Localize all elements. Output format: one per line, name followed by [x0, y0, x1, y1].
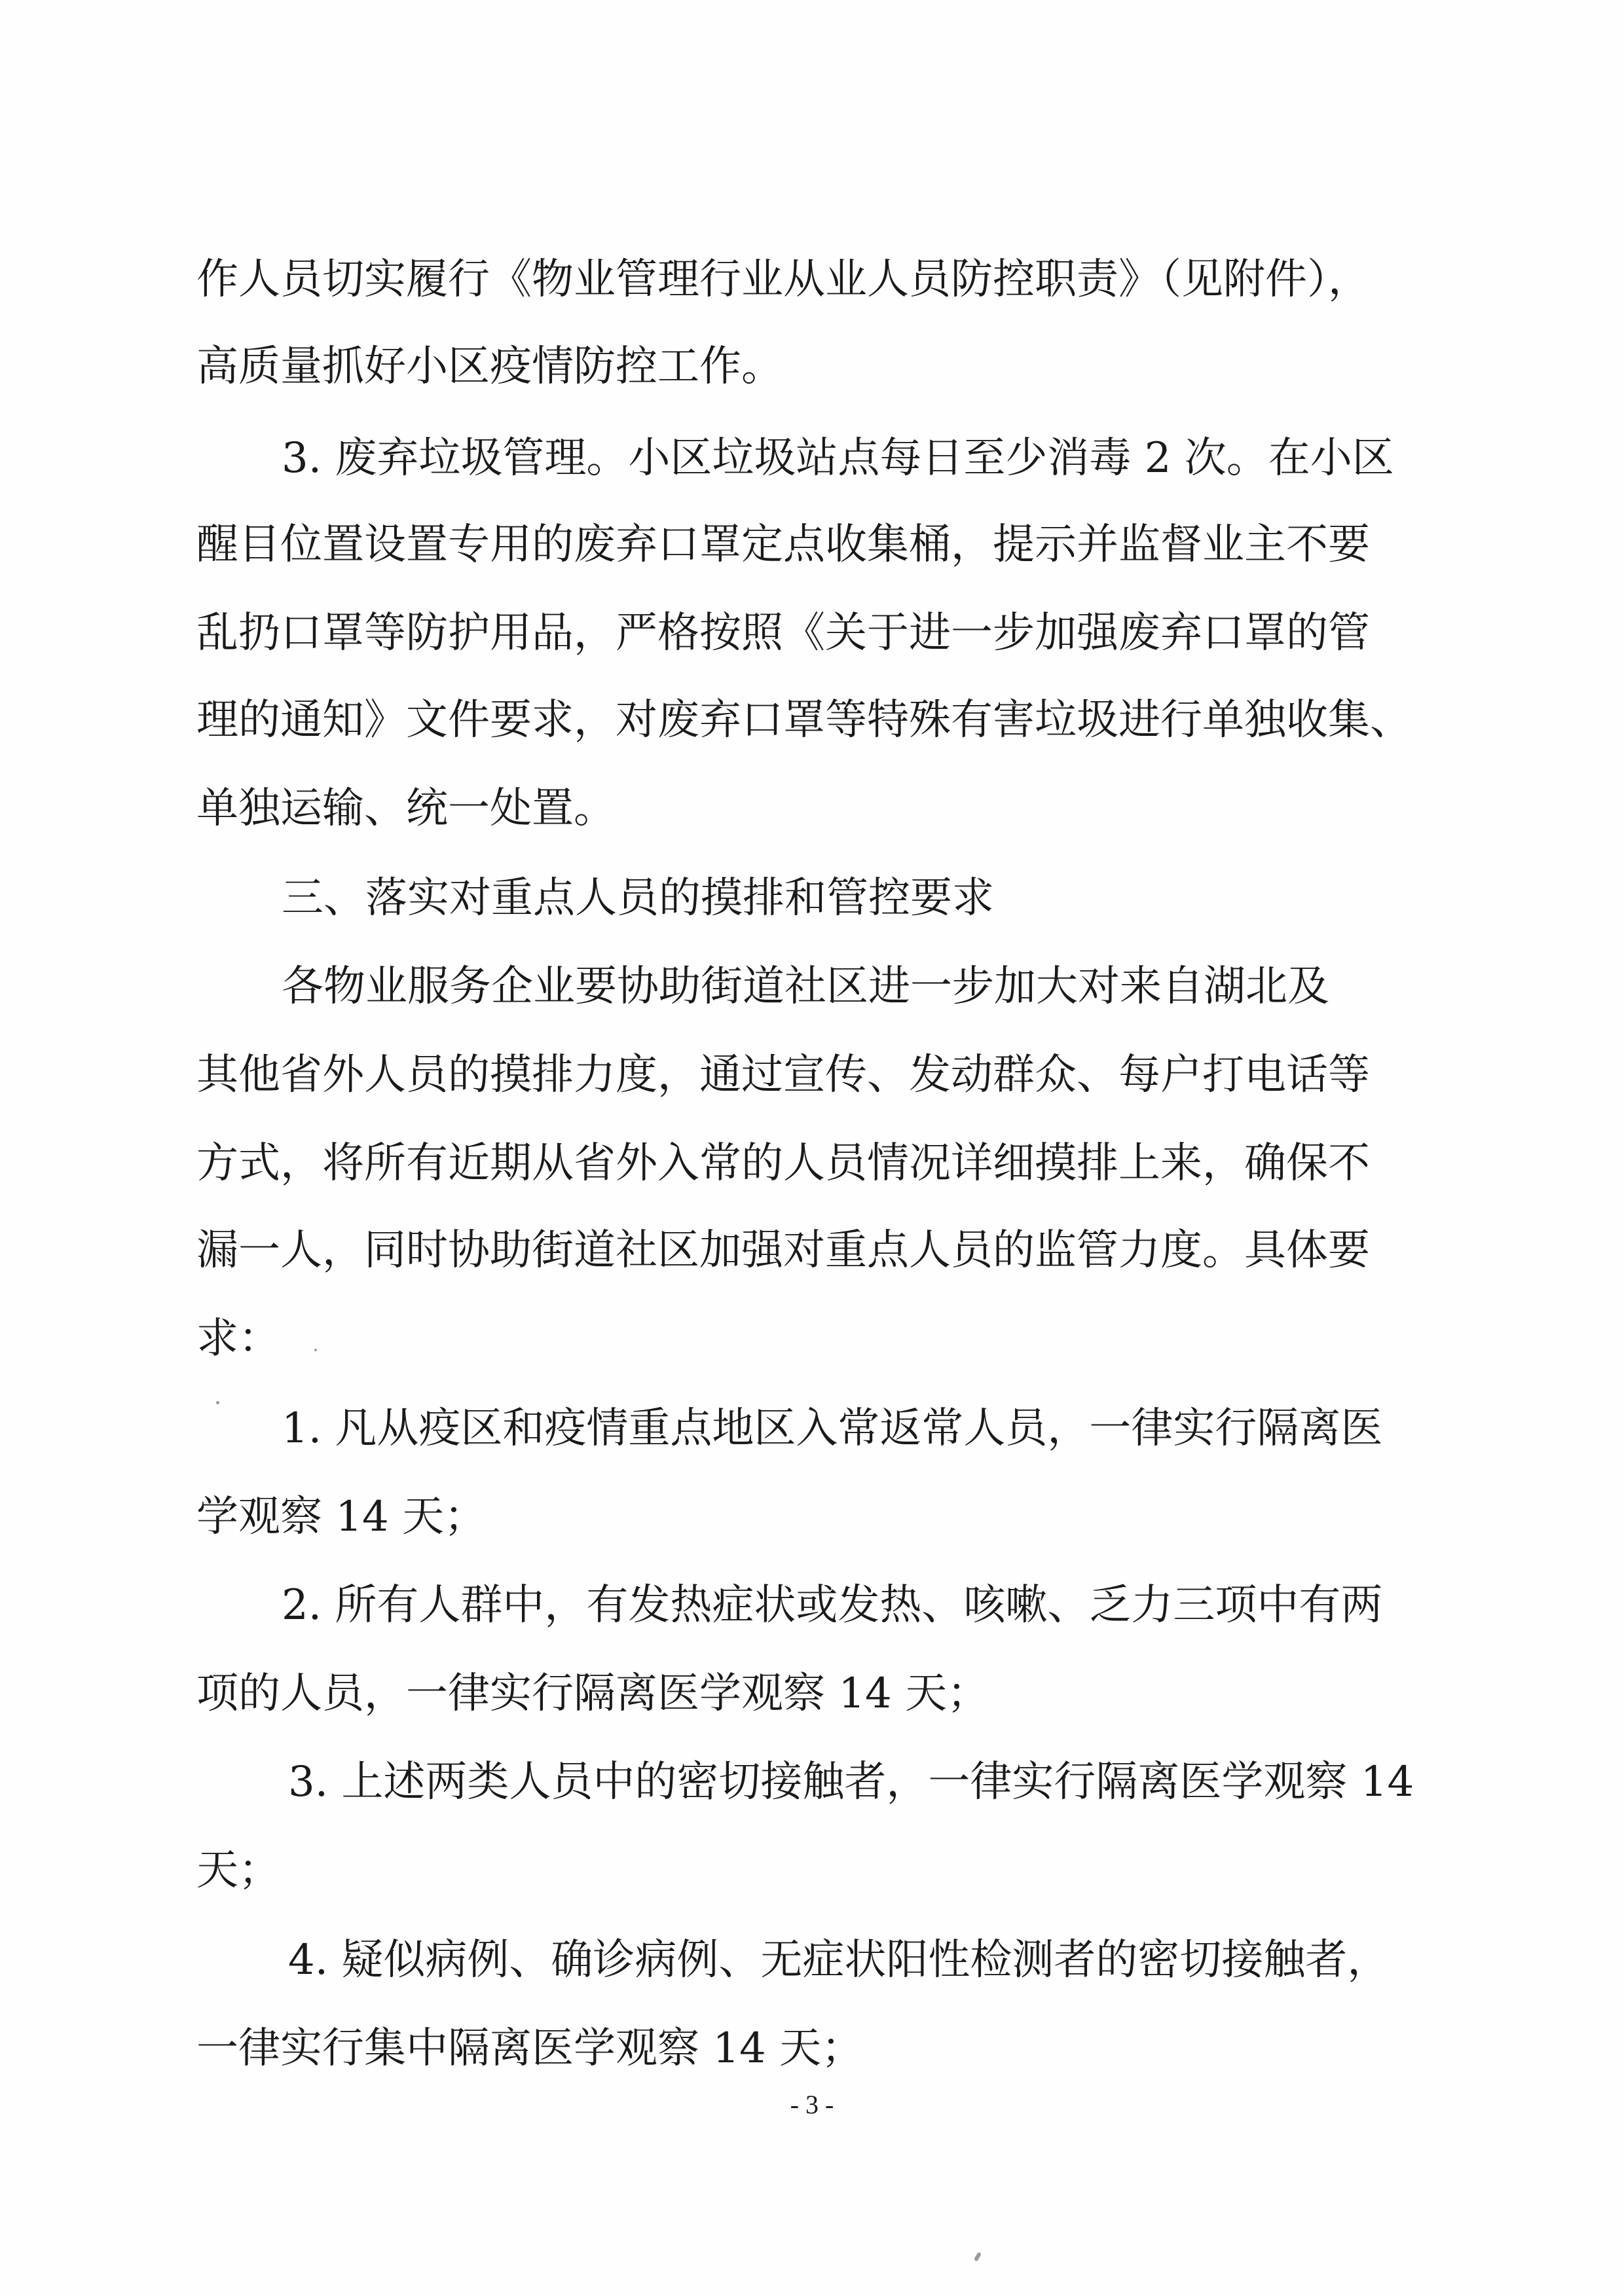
- body-line-18: 3. 上述两类人员中的密切接触者，一律实行隔离医学观察 14: [288, 1758, 1414, 1806]
- body-line-11: 方式，将所有近期从省外入常的人员情况详细摸排上来，确保不: [196, 1139, 1370, 1188]
- body-line-4: 醒目位置设置专用的废弃口罩定点收集桶，提示并监督业主不要: [196, 520, 1370, 569]
- body-line-21: 一律实行集中隔离医学观察 14 天；: [196, 2024, 864, 2073]
- body-line-2: 高质量抓好小区疫情防控工作。: [196, 342, 783, 391]
- body-line-19: 天；: [196, 1846, 280, 1895]
- body-line-16: 2. 所有人群中，有发热症状或发热、咳嗽、乏力三项中有两: [282, 1581, 1383, 1630]
- body-line-9: 各物业服务企业要协助街道社区进一步加大对来自湖北及: [282, 962, 1329, 1011]
- body-line-17: 项的人员，一律实行隔离医学观察 14 天；: [196, 1669, 989, 1718]
- scan-speck: [974, 2251, 982, 2261]
- body-line-12: 漏一人，同时协助街道社区加强对重点人员的监管力度。具体要: [196, 1226, 1370, 1275]
- scan-speck: [216, 1401, 219, 1404]
- body-line-10: 其他省外人员的摸排力度，通过宣传、发动群众、每户打电话等: [196, 1051, 1370, 1099]
- body-line-14: 1. 凡从疫区和疫情重点地区入常返常人员，一律实行隔离医: [282, 1404, 1383, 1453]
- body-line-5: 乱扔口罩等防护用品，严格按照《关于进一步加强废弃口罩的管: [196, 609, 1370, 657]
- body-line-20: 4. 疑似病例、确诊病例、无症状阳性检测者的密切接触者，: [288, 1936, 1390, 1984]
- page-number: - 3 -: [790, 2090, 834, 2119]
- body-line-13: 求：: [196, 1315, 280, 1363]
- body-line-6: 理的通知》文件要求，对废弃口罩等特殊有害垃圾进行单独收集、: [196, 696, 1412, 744]
- scan-speck: [314, 1349, 317, 1351]
- body-line-7: 单独运输、统一处置。: [196, 784, 616, 833]
- body-line-3: 3. 废弃垃圾管理。小区垃圾站点每日至少消毒 2 次。在小区: [282, 434, 1394, 483]
- body-line-15: 学观察 14 天；: [196, 1493, 487, 1541]
- section-heading: 三、落实对重点人员的摸排和管控要求: [282, 874, 994, 922]
- body-line-1: 作人员切实履行《物业管理行业从业人员防控职责》（见附件），: [196, 255, 1370, 304]
